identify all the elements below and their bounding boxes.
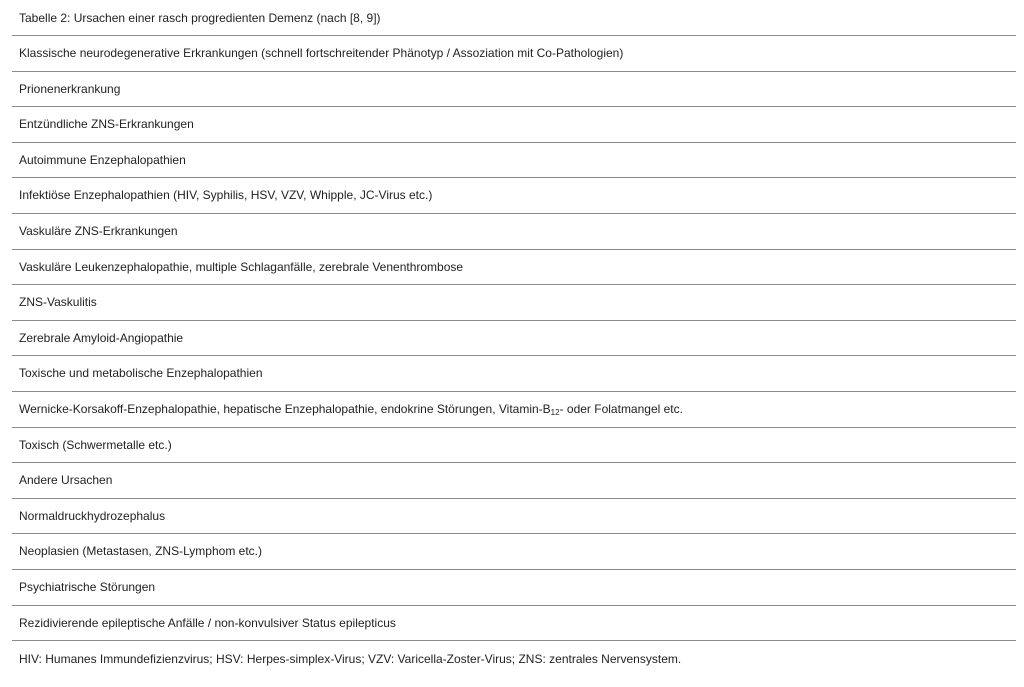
table-row: Entzündliche ZNS-Erkrankungen xyxy=(12,107,1016,143)
table-footnote: HIV: Humanes Immundefizienzvirus; HSV: Herpes-simplex-Virus; VZV: Varicella-Zoster-Virus; ZNS: zentrales Nervensystem. xyxy=(19,652,682,667)
row-text-before-subscript: Wernicke-Korsakoff-Enzephalopathie, hepatische Enzephalopathie, endokrine Störungen, Vitamin-B xyxy=(19,401,551,416)
table-row: Toxische und metabolische Enzephalopathien xyxy=(12,356,1016,392)
table-row: Prionenerkrankung xyxy=(12,72,1016,108)
table-row: Psychiatrische Störungen xyxy=(12,570,1016,606)
causes-table xyxy=(12,0,1016,677)
subscript-text: 12 xyxy=(550,407,560,417)
table-row: Rezidivierende epileptische Anfälle / non-konvulsiver Status epilepticus xyxy=(12,606,1016,642)
table-row: ZNS-Vaskulitis xyxy=(12,285,1016,321)
table-row: Vaskuläre Leukenzephalopathie, multiple Schlaganfälle, zerebrale Venenthrombose xyxy=(12,250,1016,286)
table-row: Autoimmune Enzephalopathien xyxy=(12,143,1016,179)
row-text-after-subscript: - oder Folatmangel etc. xyxy=(559,401,683,416)
table-row: Andere Ursachen xyxy=(12,463,1016,499)
table-row xyxy=(12,392,1016,428)
table-row: Klassische neurodegenerative Erkrankungen (schnell fortschreitender Phänotyp / Assoziation mit Co-Pathologien) xyxy=(12,36,1016,72)
table-row: Normaldruckhydrozephalus xyxy=(12,499,1016,535)
table-row: Zerebrale Amyloid-Angiopathie xyxy=(12,321,1016,357)
table-row: Infektiöse Enzephalopathien (HIV, Syphilis, HSV, VZV, Whipple, JC-Virus etc.) xyxy=(12,178,1016,214)
table-row: Toxisch (Schwermetalle etc.) xyxy=(12,428,1016,464)
table-row: Vaskuläre ZNS-Erkrankungen xyxy=(12,214,1016,250)
table-caption: Tabelle 2: Ursachen einer rasch progredienten Demenz (nach [8, 9]) xyxy=(12,0,1016,36)
table-row: Neoplasien (Metastasen, ZNS-Lymphom etc.) xyxy=(12,534,1016,570)
